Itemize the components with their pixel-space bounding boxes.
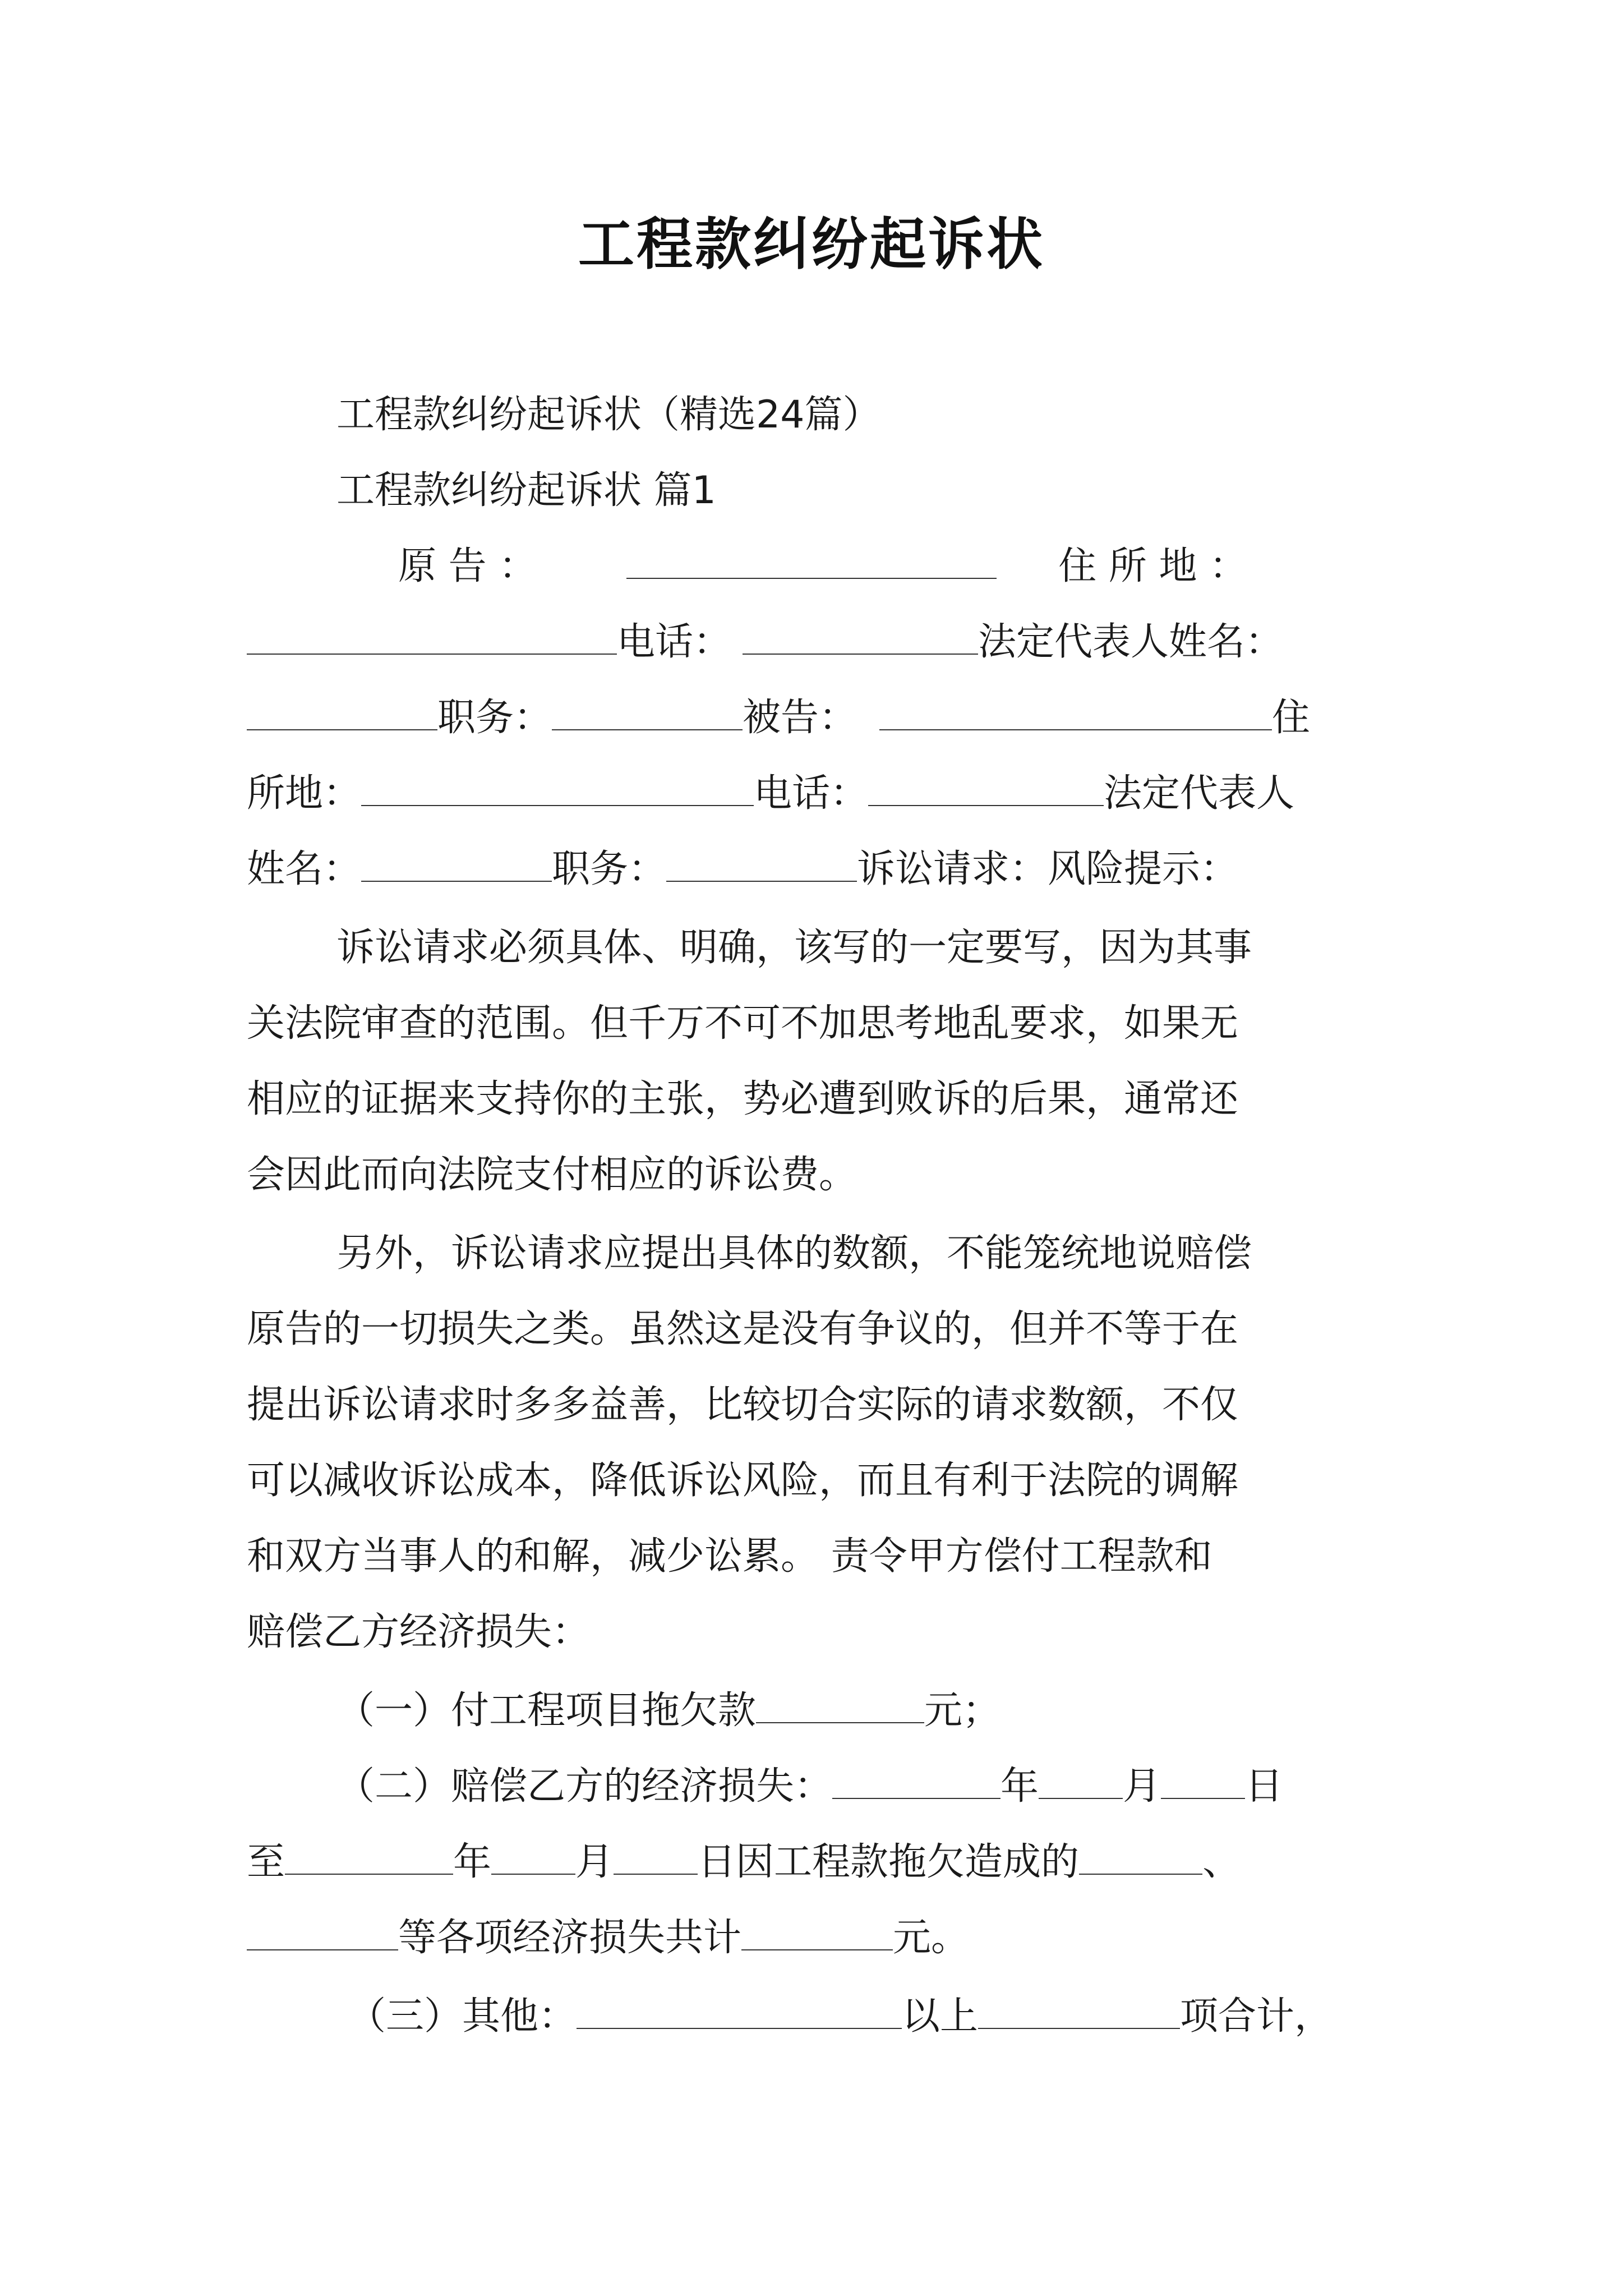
- text-run: 以上: [902, 1994, 979, 2039]
- text-run: 项合计，: [1180, 1994, 1333, 2039]
- paragraph-line: [247, 841, 1380, 898]
- fill-blank[interactable]: [247, 697, 437, 730]
- paragraph-line: [247, 1910, 1380, 1966]
- text-run: 法定代表人: [1104, 771, 1295, 816]
- paragraph-line: [247, 1377, 1380, 1433]
- fill-blank[interactable]: [741, 1917, 893, 1950]
- fill-blank[interactable]: [491, 1841, 575, 1875]
- document-title: 工程款纠纷起诉状: [578, 211, 1045, 277]
- fill-blank[interactable]: [756, 1690, 924, 1723]
- text-run: 住: [1272, 696, 1311, 740]
- paragraph-line: [247, 690, 1380, 746]
- paragraph-line: [247, 1834, 1380, 1890]
- text-run: 原 告 ：: [398, 544, 537, 588]
- text-run: 电话：: [617, 620, 732, 664]
- fill-blank[interactable]: [666, 848, 857, 882]
- fill-blank[interactable]: [832, 1765, 1000, 1799]
- text-run: （二）赔偿乙方的经济损失：: [336, 1764, 833, 1809]
- fill-blank[interactable]: [1161, 1765, 1245, 1799]
- paragraph-line: [247, 996, 1380, 1052]
- paragraph-line: [247, 1529, 1380, 1585]
- text-run: （三）其他：: [348, 1994, 577, 2039]
- text-run: 月: [1123, 1764, 1161, 1809]
- text-run: 电话：: [754, 771, 869, 816]
- fill-blank[interactable]: [868, 772, 1104, 806]
- text-run: 、: [1202, 1840, 1241, 1884]
- fill-blank[interactable]: [743, 621, 978, 655]
- text-run: 诉讼请求：风险提示：: [857, 847, 1239, 891]
- text-run: 年: [1000, 1764, 1039, 1809]
- paragraph-line: [247, 614, 1380, 670]
- text-run: 工程款纠纷起诉状（精选24篇）: [336, 393, 881, 437]
- text-run: 至: [247, 1840, 285, 1884]
- paragraph-line: [247, 1453, 1380, 1509]
- fill-blank[interactable]: [978, 1995, 1180, 2029]
- text-run: 被告：: [743, 696, 857, 740]
- text-run: 所地：: [247, 771, 362, 816]
- fill-blank[interactable]: [247, 1917, 398, 1950]
- text-run: 和双方当事人的和解，减少讼累。 责令甲方偿付工程款和: [247, 1534, 1212, 1579]
- paragraph-line: [336, 463, 1469, 519]
- text-run: 法定代表人姓名：: [978, 620, 1284, 664]
- paragraph-line: [247, 766, 1380, 822]
- fill-blank[interactable]: [577, 1995, 902, 2029]
- paragraph-line: [336, 1759, 1469, 1815]
- text-run: 相应的证据来支持你的主张，势必遭到败诉的后果，通常还: [247, 1077, 1239, 1121]
- text-run: 年: [453, 1840, 492, 1884]
- text-run: （一）付工程项目拖欠款: [336, 1688, 757, 1733]
- fill-blank[interactable]: [879, 697, 1272, 730]
- text-run: 元。: [893, 1916, 970, 1960]
- paragraph-line: [336, 387, 1469, 443]
- text-run: 职务：: [437, 696, 552, 740]
- paragraph-line: [247, 1147, 1380, 1203]
- text-run: 月: [575, 1840, 614, 1884]
- text-run: 诉讼请求必须具体、明确，该写的一定要写，因为其事: [336, 926, 1252, 970]
- text-run: 提出诉讼请求时多多益善，比较切合实际的请求数额，不仅: [247, 1383, 1239, 1427]
- paragraph-line: [336, 920, 1469, 976]
- fill-blank[interactable]: [1079, 1841, 1202, 1875]
- fill-blank[interactable]: [1039, 1765, 1123, 1799]
- fill-blank[interactable]: [361, 848, 552, 882]
- text-run: 会因此而向法院支付相应的诉讼费。: [247, 1153, 857, 1197]
- text-run: 元；: [924, 1688, 1001, 1733]
- paragraph-line: [247, 1071, 1380, 1128]
- paragraph-line: [348, 1989, 1481, 2045]
- text-run: 姓名：: [247, 847, 362, 891]
- paragraph-line: [247, 1301, 1380, 1358]
- paragraph-line: [247, 1604, 1380, 1660]
- fill-blank[interactable]: [247, 621, 617, 655]
- fill-blank[interactable]: [552, 697, 743, 730]
- text-run: 工程款纠纷起诉状 篇1: [336, 468, 716, 513]
- text-run: 日: [1245, 1764, 1284, 1809]
- text-run: 日因工程款拖欠造成的: [698, 1840, 1080, 1884]
- paragraph-line: [398, 539, 1531, 595]
- text-run: 另外，诉讼请求应提出具体的数额，不能笼统地说赔偿: [336, 1231, 1252, 1276]
- text-run: 职务：: [552, 847, 667, 891]
- text-run: 可以减收诉讼成本，降低诉讼风险，而且有利于法院的调解: [247, 1458, 1239, 1503]
- fill-blank[interactable]: [614, 1841, 698, 1875]
- text-run: 等各项经济损失共计: [398, 1916, 742, 1960]
- paragraph-line: [336, 1226, 1469, 1282]
- fill-blank[interactable]: [285, 1841, 453, 1875]
- text-run: 赔偿乙方经济损失：: [247, 1610, 591, 1654]
- fill-blank[interactable]: [361, 772, 754, 806]
- text-run: 关法院审查的范围。但千万不可不加思考地乱要求，如果无: [247, 1001, 1239, 1046]
- paragraph-line: [336, 1683, 1469, 1739]
- fill-blank[interactable]: [626, 545, 997, 579]
- text-run: 原告的一切损失之类。虽然这是没有争议的，但并不等于在: [247, 1307, 1239, 1351]
- text-run: 住 所 地 ：: [1058, 544, 1248, 588]
